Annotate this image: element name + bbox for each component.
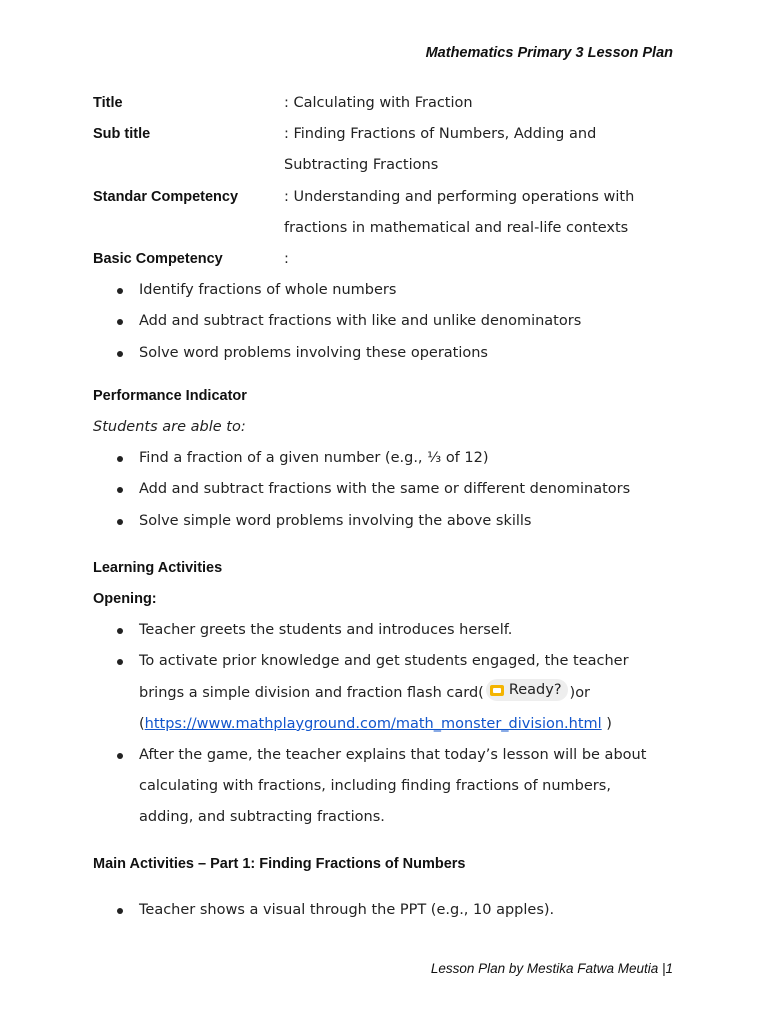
subtitle-value-line-2: Subtracting Fractions bbox=[284, 157, 439, 174]
list-item: Solve simple word problems involving the above skills bbox=[93, 506, 683, 537]
basic-competency-value: : bbox=[284, 251, 289, 268]
list-item-line: adding, and subtracting fractions. bbox=[139, 809, 385, 826]
performance-indicator-heading: Performance Indicator bbox=[93, 387, 247, 404]
title-label: Title bbox=[93, 95, 123, 111]
list-item: Find a fraction of a given number (e.g., ⅓ of 12) bbox=[93, 443, 683, 474]
title-value: : Calculating with Fraction bbox=[284, 95, 473, 111]
performance-indicator-intro: Students are able to: bbox=[93, 419, 246, 436]
math-playground-link[interactable]: https://www.mathplayground.com/math_monster_division.html bbox=[144, 715, 602, 732]
subtitle-label: Sub title bbox=[93, 126, 151, 143]
list-item: Add and subtract fractions with the same or different denominators bbox=[93, 474, 683, 505]
lesson-plan-body bbox=[93, 88, 683, 926]
learning-activities-heading: Learning Activities bbox=[93, 559, 223, 576]
list-item: Teacher shows a visual through the PPT (e.g., 10 apples). bbox=[93, 895, 683, 926]
list-item-text: ) bbox=[601, 715, 612, 732]
list-item-text: brings a simple division and fraction flash card( bbox=[139, 684, 484, 701]
list-item-text: )or bbox=[569, 684, 591, 701]
standard-competency-row bbox=[93, 182, 683, 244]
list-item: Identify fractions of whole numbers bbox=[93, 275, 683, 306]
slides-icon bbox=[490, 685, 504, 696]
basic-competency-list bbox=[93, 275, 683, 369]
document-header-title: Mathematics Primary 3 Lesson Plan bbox=[425, 45, 673, 61]
list-item: Add and subtract fractions with like and unlike denominators bbox=[93, 306, 683, 337]
list-item: Solve word problems involving these operations bbox=[93, 338, 683, 369]
ready-file-chip[interactable] bbox=[486, 679, 568, 701]
main-activities-list bbox=[93, 895, 683, 926]
basic-competency-row bbox=[93, 244, 683, 275]
list-item-line: calculating with fractions, including finding fractions of numbers, bbox=[139, 778, 611, 795]
list-item-line: After the game, the teacher explains that today’s lesson will be about bbox=[139, 747, 647, 764]
performance-indicator-list bbox=[93, 443, 683, 537]
main-activities-heading: Main Activities – Part 1: Finding Fractions of Numbers bbox=[93, 855, 466, 872]
subtitle-value-line-1: : Finding Fractions of Numbers, Adding and bbox=[284, 126, 597, 143]
list-item-line bbox=[139, 678, 683, 709]
standard-competency-label: Standar Competency bbox=[93, 188, 239, 205]
opening-heading: Opening: bbox=[93, 591, 157, 608]
list-item-text: ( bbox=[139, 715, 145, 732]
subtitle-value bbox=[284, 119, 683, 181]
standard-competency-value bbox=[284, 182, 683, 244]
list-item-line: To activate prior knowledge and get students engaged, the teacher bbox=[139, 653, 629, 670]
list-item bbox=[93, 646, 683, 740]
title-row bbox=[93, 88, 683, 119]
list-item-line bbox=[139, 709, 683, 740]
standard-competency-value-line-1: : Understanding and performing operations with bbox=[284, 188, 635, 205]
ready-file-chip-label: Ready? bbox=[508, 682, 562, 699]
basic-competency-label: Basic Competency bbox=[93, 251, 223, 268]
standard-competency-value-line-2: fractions in mathematical and real-life contexts bbox=[284, 219, 629, 236]
opening-activities-list bbox=[93, 615, 683, 833]
list-item bbox=[93, 740, 683, 834]
subtitle-row bbox=[93, 119, 683, 181]
list-item: Teacher greets the students and introduces herself. bbox=[93, 615, 683, 646]
document-footer: Lesson Plan by Mestika Fatwa Meutia |1 bbox=[430, 961, 673, 976]
